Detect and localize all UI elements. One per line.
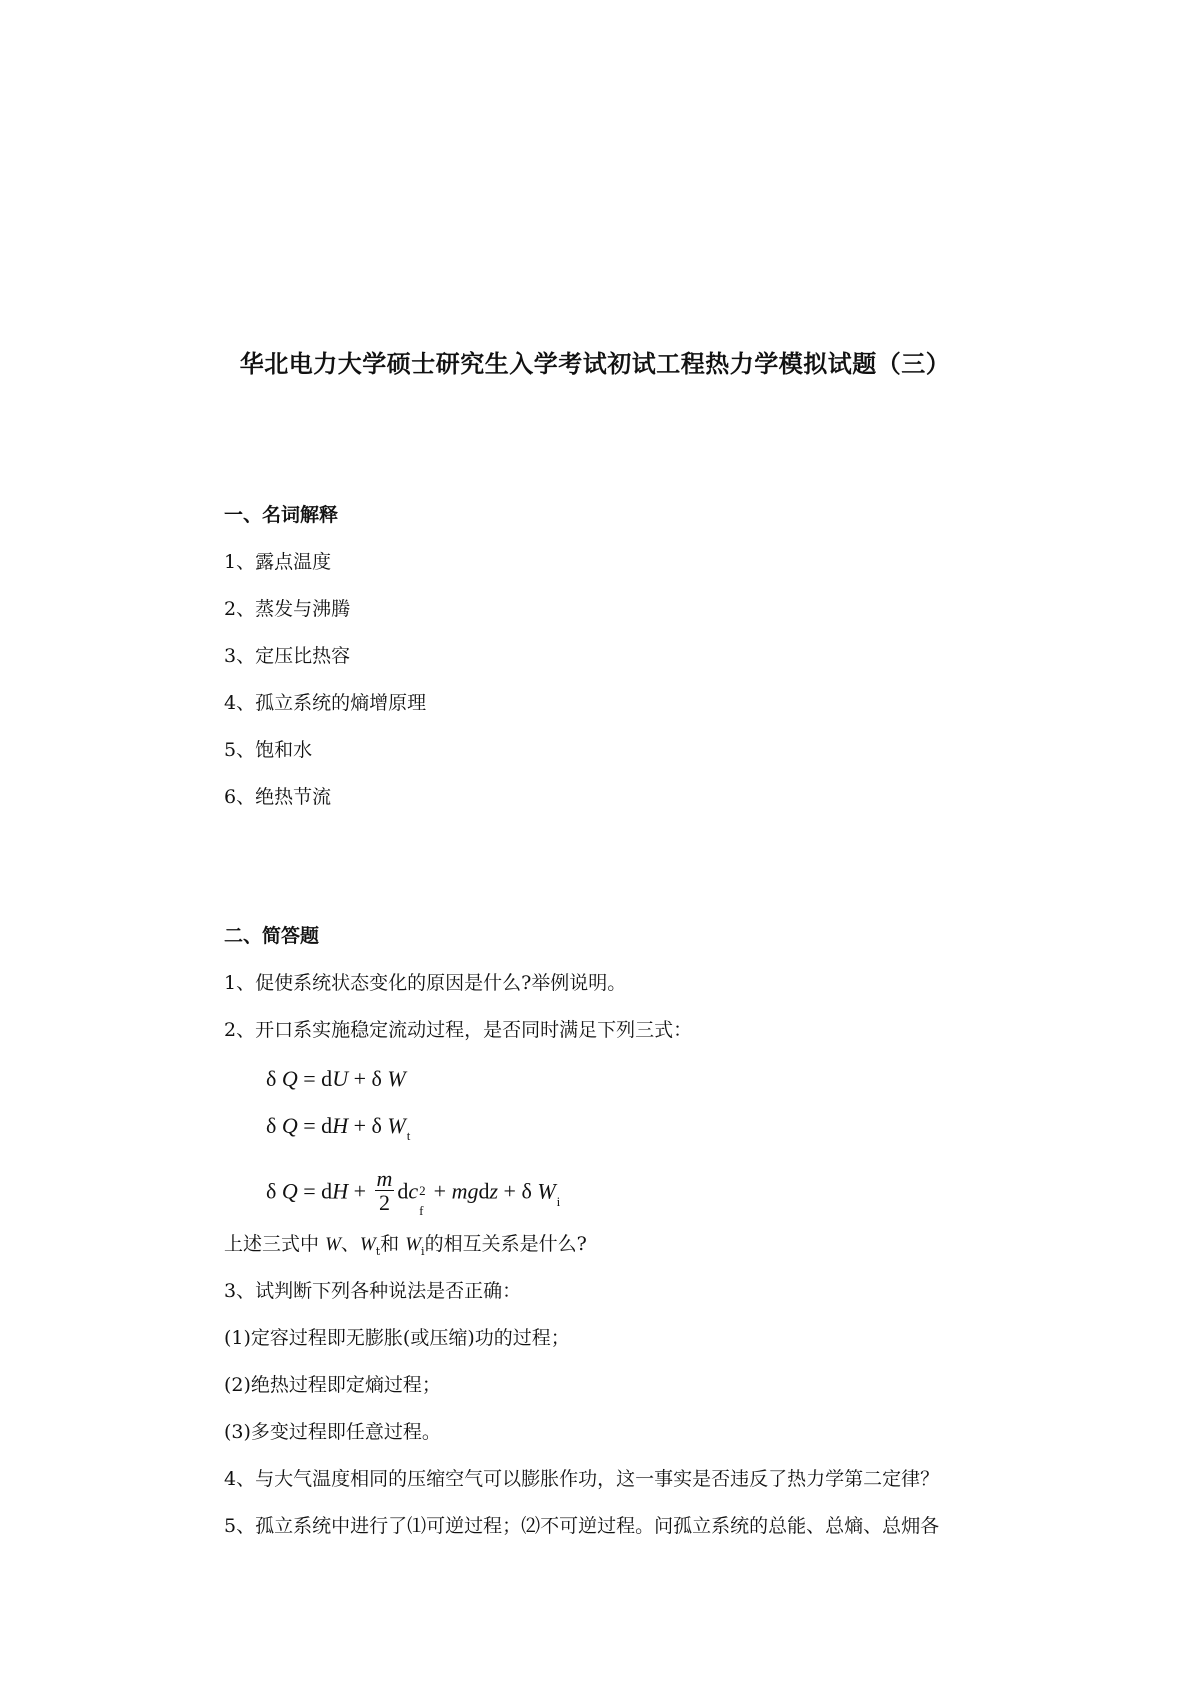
formula-3: δ Q = dH + $\frac{m}{2}$ dc 2 f + mgdz + δ $W_i$ [266,1166,561,1218]
term-item: 1、露点温度 [224,551,332,573]
question-2-followup: 上述三式中 W、$W_t$和 $W_i$的相互关系是什么? [224,1233,587,1258]
question-3-item: (3)多变过程即任意过程。 [224,1421,441,1443]
question-3-item: (2)绝热过程即定熵过程； [224,1374,441,1396]
question-5: 5、孤立系统中进行了⑴可逆过程；⑵不可逆过程。问孤立系统的总能、总熵、总㶲各 [224,1515,940,1537]
question-3-item: (1)定容过程即无膨胀(或压缩)功的过程； [224,1327,570,1349]
document-title: 华北电力大学硕士研究生入学考试初试工程热力学模拟试题（三） [239,350,951,378]
question-1: 1、促使系统状态变化的原因是什么?举例说明。 [224,972,627,994]
fraction-m-over-2: $\frac{m}{2}$ [376,1166,393,1215]
section-heading-short-answer: 二、简答题 [224,925,320,947]
term-item: 3、定压比热容 [224,645,351,667]
term-item: 4、孤立系统的熵增原理 [224,692,427,714]
question-4: 4、与大气温度相同的压缩空气可以膨胀作功，这一事实是否违反了热力学第二定律？ [224,1468,940,1490]
term-item: 2、蒸发与沸腾 [224,598,351,620]
term-item: 6、绝热节流 [224,786,332,808]
section-heading-terms: 一、名词解释 [224,504,339,526]
formula-1: δ Q = dU + δ W [266,1066,406,1091]
question-2: 2、开口系实施稳定流动过程，是否同时满足下列三式： [224,1019,693,1041]
question-3: 3、试判断下列各种说法是否正确： [224,1280,522,1302]
formula-2: δ Q = dH + δ $W_t$ [266,1113,411,1143]
term-item: 5、饱和水 [224,739,313,761]
